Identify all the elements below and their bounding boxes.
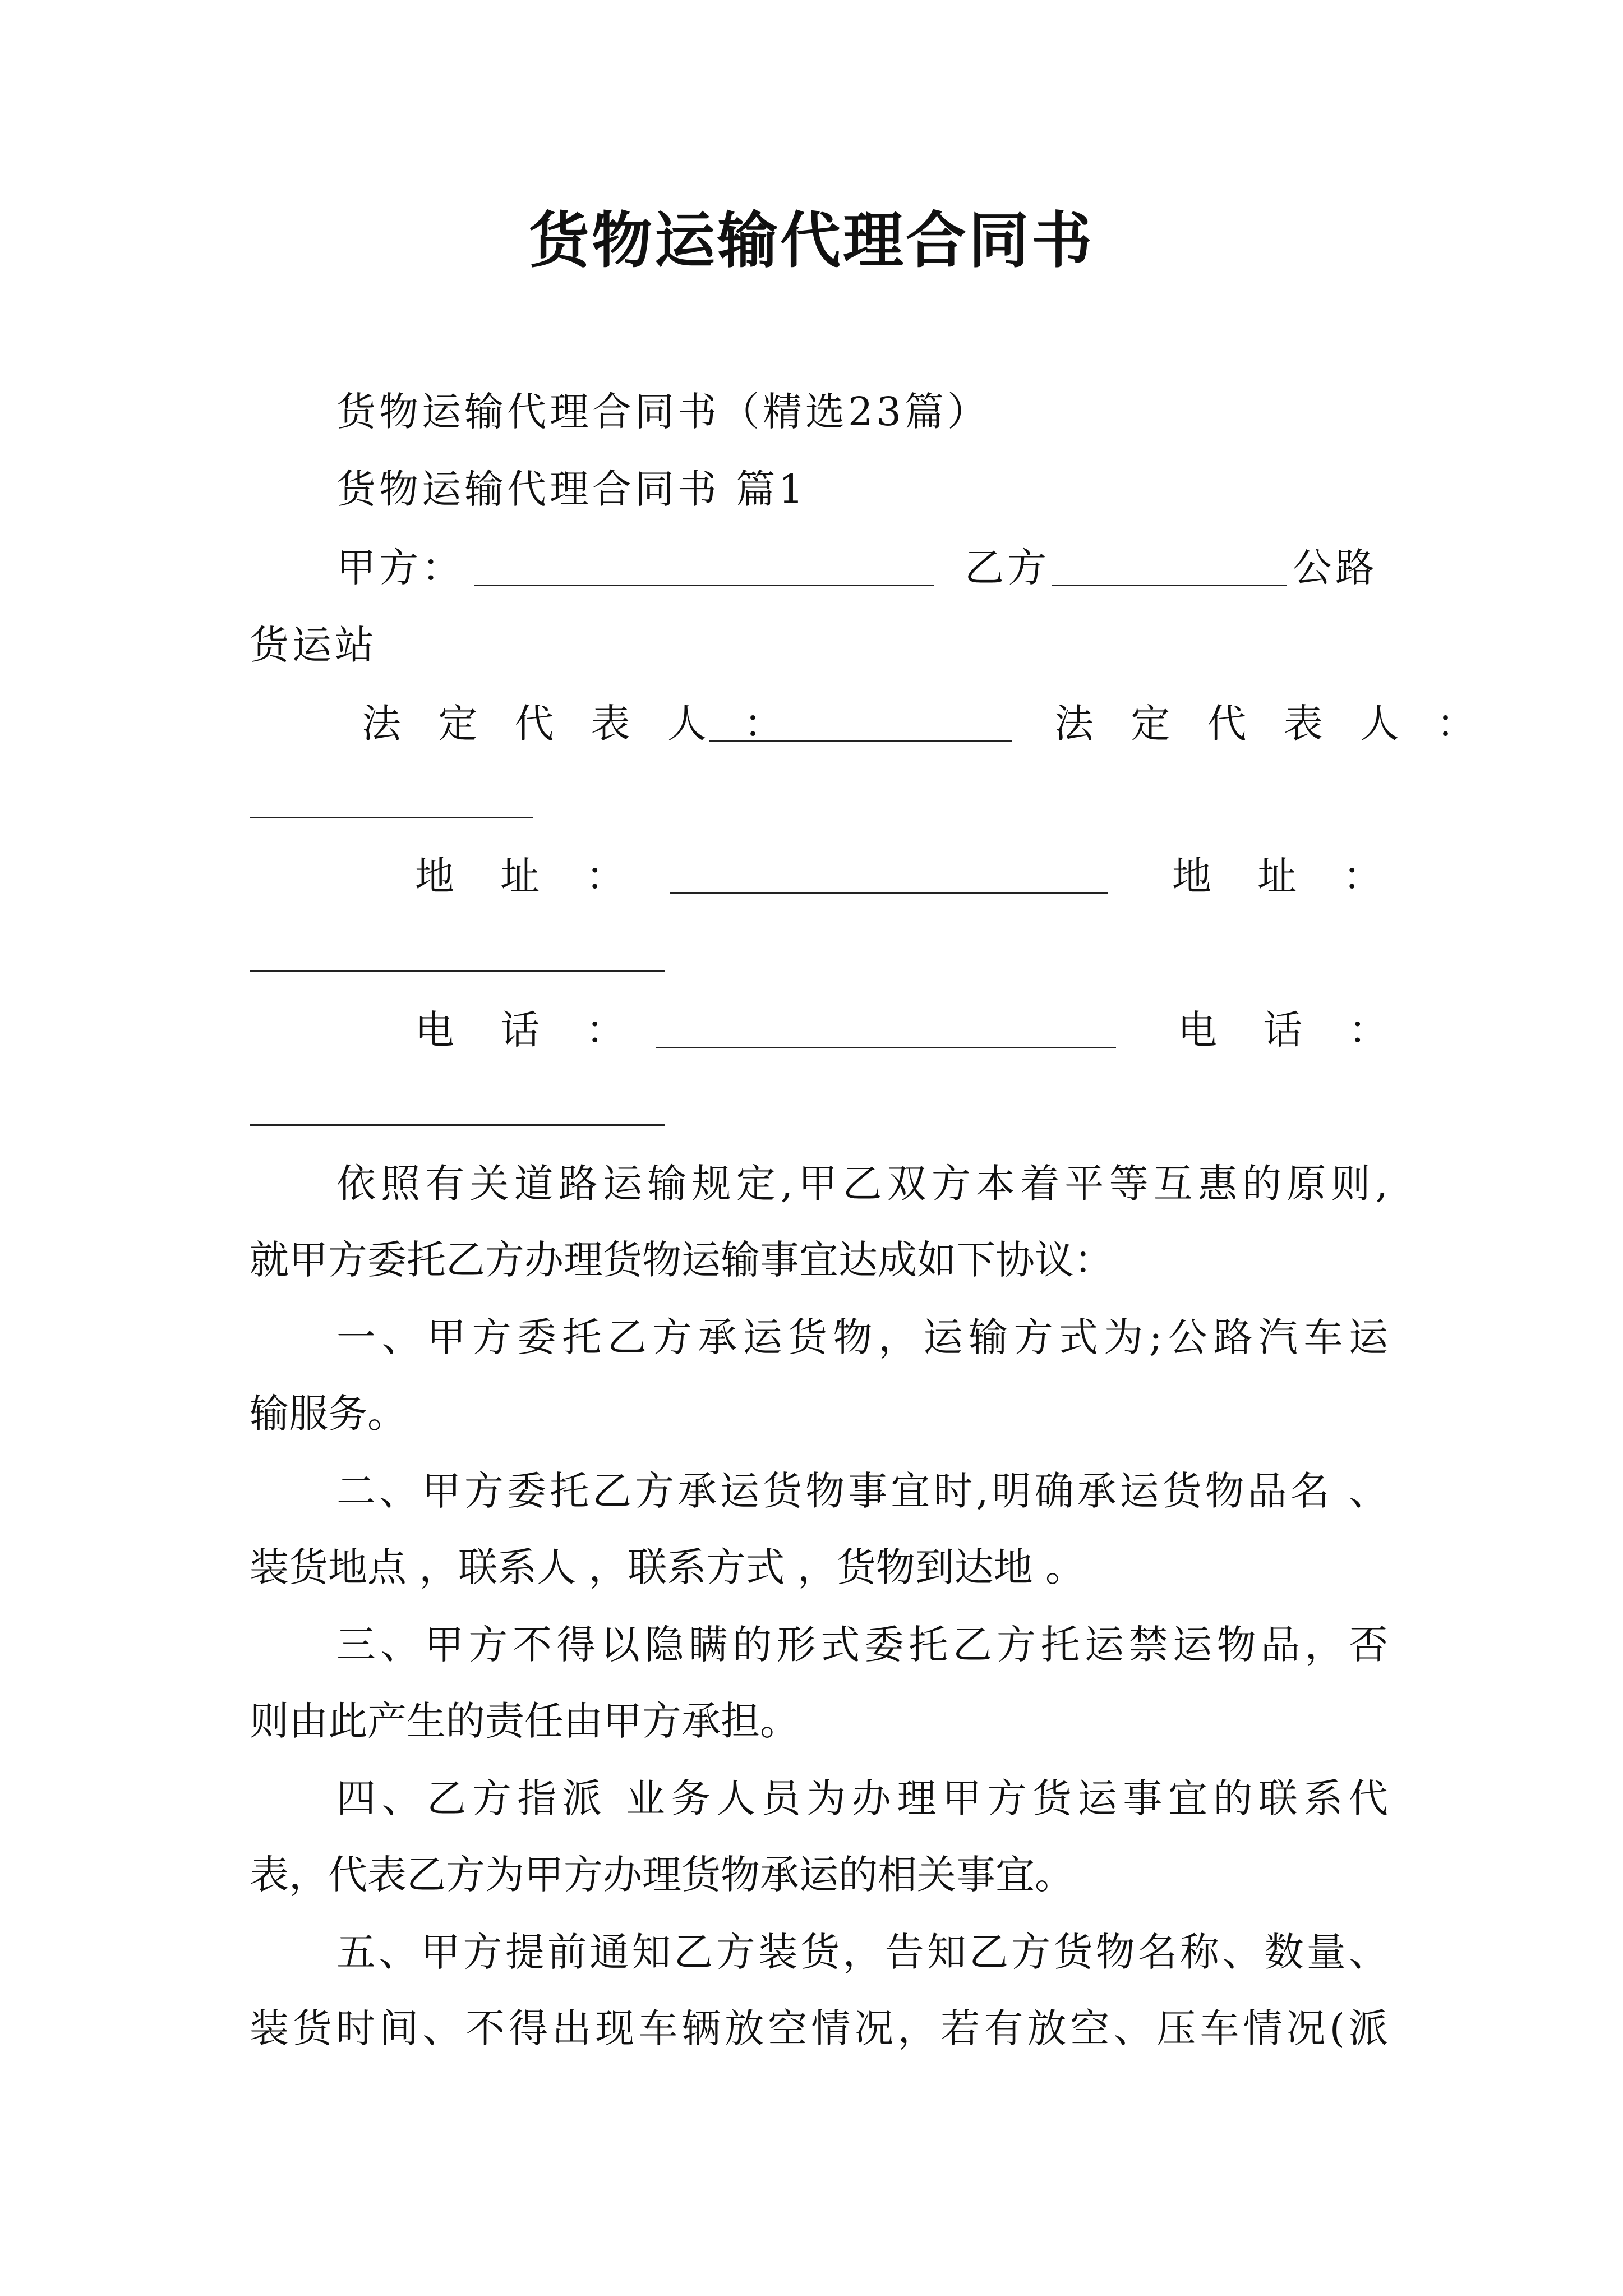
address-left-blank — [670, 892, 1108, 894]
paragraph-line: 装货时间、不得出现车辆放空情况，若有放空、压车情况(派 — [250, 2005, 1388, 2051]
address-right-label: 地 址 ： — [1172, 853, 1399, 899]
party-b-blank — [1052, 585, 1287, 586]
address-right-blank — [250, 970, 665, 972]
phone-right-blank — [250, 1124, 665, 1126]
address-left-label: 地 址 ： — [415, 853, 642, 899]
legal-rep-right-label: 法 定 代 表 人 ： — [1054, 701, 1488, 747]
party-a-blank — [474, 585, 934, 586]
phone-left-blank — [656, 1047, 1116, 1048]
legal-rep-left-label: 法 定 代 表 人 ： — [362, 701, 796, 747]
paragraph-line: 一、甲方委托乙方承运货物，运输方式为;公路汽车运 — [336, 1314, 1388, 1360]
paragraph-line: 三、甲方不得以隐瞒的形式委托乙方托运禁运物品，否 — [336, 1622, 1388, 1668]
party-a-label: 甲方： — [336, 545, 464, 591]
paragraph-line: 表，代表乙方为甲方办理货物承运的相关事宜。 — [250, 1852, 1074, 1898]
phone-right-label: 电 话 ： — [1178, 1007, 1405, 1053]
paragraph-line: 五、甲方提前通知乙方装货，告知乙方货物名称、数量、 — [336, 1929, 1388, 1975]
document-title: 货物运输代理合同书 — [528, 206, 1094, 276]
document-subtitle: 货物运输代理合同书（精选23篇） — [336, 389, 990, 435]
party-b-suffix: 公路 — [1293, 545, 1378, 591]
legal-rep-right-blank — [250, 817, 533, 818]
paragraph-line: 四、乙方指派 业务人员为办理甲方货运事宜的联系代 — [336, 1775, 1388, 1821]
paragraph-line: 则由此产生的责任由甲方承担。 — [250, 1698, 799, 1744]
party-b-suffix-cont: 货运站 — [250, 622, 377, 668]
paragraph-line: 输服务。 — [250, 1391, 407, 1437]
legal-rep-left-blank — [709, 740, 1012, 742]
party-b-label: 乙方 — [965, 545, 1050, 591]
paragraph-line: 二、甲方委托乙方承运货物事宜时,明确承运货物品名 、 — [336, 1468, 1388, 1514]
phone-left-label: 电 话 ： — [415, 1007, 642, 1053]
paragraph-line: 依照有关道路运输规定,甲乙双方本着平等互惠的原则, — [336, 1161, 1388, 1207]
paragraph-line: 就甲方委托乙方办理货物运输事宜达成如下协议： — [250, 1237, 1113, 1283]
paragraph-line: 装货地点 ，联系人 ，联系方式 ，货物到达地 。 — [250, 1544, 1085, 1590]
section-heading: 货物运输代理合同书 篇1 — [336, 466, 807, 512]
